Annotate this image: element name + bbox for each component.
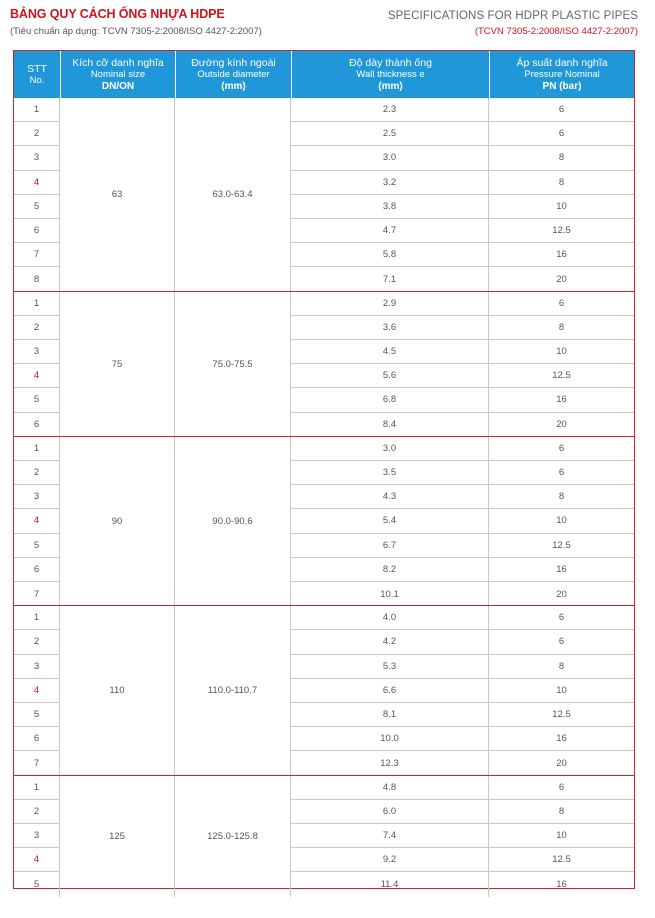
- pressure-cell: 12.5: [489, 534, 634, 558]
- header-od-unit: (mm): [221, 80, 246, 92]
- row-number-cell: 1: [14, 98, 60, 122]
- pressure-cell: 6: [489, 461, 634, 485]
- row-number-cell: 5: [14, 703, 60, 727]
- wall-thickness-cell: 6.0: [291, 800, 489, 824]
- wall-thickness-cell: 4.7: [291, 219, 489, 243]
- pressure-cell: 6: [489, 776, 634, 800]
- wall-thickness-cell: 4.3: [291, 485, 489, 509]
- pressure-cell: 6: [489, 122, 634, 146]
- row-number-cell: 3: [14, 340, 60, 364]
- pressure-cell: 16: [489, 558, 634, 582]
- pressure-cell: 12.5: [489, 703, 634, 727]
- header-dn-unit: DN/ON: [101, 80, 135, 92]
- wall-thickness-cell: 8.2: [291, 558, 489, 582]
- row-number-cell: 5: [14, 534, 60, 558]
- row-number-cell: 1: [14, 606, 60, 630]
- wall-thickness-cell: 11.4: [291, 872, 489, 896]
- pressure-cell: 16: [489, 727, 634, 751]
- page-title-en: SPECIFICATIONS FOR HDPR PLASTIC PIPES: [387, 10, 638, 22]
- pressure-cell: 8: [489, 655, 634, 679]
- row-number-cell: 6: [14, 413, 60, 437]
- wall-thickness-cell: 4.8: [291, 776, 489, 800]
- header-pn-label: Áp suất danh nghĩa: [516, 56, 608, 69]
- wall-thickness-cell: 5.6: [291, 364, 489, 388]
- pressure-cell: 6: [489, 98, 634, 122]
- header-stt-label: STT: [27, 62, 47, 75]
- row-number-cell: 6: [14, 219, 60, 243]
- pressure-cell: 6: [489, 630, 634, 654]
- row-number-cell: 6: [14, 558, 60, 582]
- row-number-cell: 3: [14, 655, 60, 679]
- row-number-cell: 7: [14, 751, 60, 775]
- row-number-cell: 8: [14, 267, 60, 291]
- header-pn-sub: Pressure Nominal: [524, 68, 600, 80]
- wall-thickness-cell: 12.3: [291, 751, 489, 775]
- pressure-cell: 16: [489, 388, 634, 412]
- pressure-cell: 12.5: [489, 219, 634, 243]
- pressure-cell: 16: [556, 878, 567, 890]
- header-nominal-size: [60, 51, 175, 98]
- row-number-cell: 5: [14, 872, 60, 896]
- pressure-cell: 10: [489, 195, 634, 219]
- pressure-cell: 6: [489, 292, 634, 316]
- row-number-cell: 4: [14, 364, 60, 388]
- wall-thickness-cell: 10.1: [291, 582, 489, 606]
- wall-thickness-cell: 4.2: [291, 630, 489, 654]
- row-number-cell: 4: [14, 509, 60, 533]
- header-dn-label: Kích cỡ danh nghĩa: [72, 56, 164, 69]
- row-number-cell: 5: [14, 195, 60, 219]
- header-stt: [14, 51, 60, 98]
- wall-thickness-cell: 6.8: [291, 388, 489, 412]
- wall-thickness-cell: 3.0: [291, 437, 489, 461]
- header-wall-unit: (mm): [378, 80, 403, 92]
- wall-thickness-cell: 3.5: [291, 461, 489, 485]
- row-number-cell: 4: [14, 848, 60, 872]
- row-number-cell: 5: [14, 388, 60, 412]
- wall-thickness-cell: 5.8: [291, 243, 489, 267]
- pressure-cell: 8: [489, 800, 634, 824]
- outside-diameter-cell: 75.0-75.5: [175, 292, 291, 437]
- header-wall-thickness: [291, 51, 489, 98]
- row-number-cell: 2: [14, 316, 60, 340]
- row-number-cell: 2: [14, 461, 60, 485]
- row-number-cell: 3: [14, 485, 60, 509]
- nominal-size-cell: 90: [60, 437, 175, 606]
- pressure-cell: 6: [489, 606, 634, 630]
- row-number-cell: 3: [14, 824, 60, 848]
- row-number-cell: 4: [14, 171, 60, 195]
- pressure-cell: 6: [489, 437, 634, 461]
- wall-thickness-cell: 2.9: [291, 292, 489, 316]
- page-title: BẢNG QUY CÁCH ỐNG NHỰA HDPE: [10, 7, 225, 21]
- wall-thickness-cell: 4.5: [291, 340, 489, 364]
- pressure-cell: 8: [489, 171, 634, 195]
- nominal-size-cell: 63: [60, 98, 175, 292]
- row-number-cell: 3: [14, 146, 60, 170]
- pressure-cell: 10: [489, 824, 634, 848]
- pressure-cell: 10: [489, 340, 634, 364]
- nominal-size-cell: 125: [60, 776, 175, 897]
- row-number-cell: 7: [14, 243, 60, 267]
- spec-table: [13, 50, 635, 889]
- outside-diameter-cell: 125.0-125.8: [175, 776, 291, 897]
- wall-thickness-cell: 3.6: [291, 316, 489, 340]
- pressure-cell: 12.5: [489, 848, 634, 872]
- pressure-cell: 10: [489, 679, 634, 703]
- row-number-cell: 1: [14, 776, 60, 800]
- header-od-sub: Outside diameter: [197, 68, 270, 80]
- row-number-cell: 2: [14, 800, 60, 824]
- wall-thickness-cell: 5.4: [291, 509, 489, 533]
- nominal-size-cell: 110: [60, 606, 175, 775]
- wall-thickness-cell: 7.1: [291, 267, 489, 291]
- pressure-cell: 20: [556, 273, 567, 285]
- pressure-cell: 8: [489, 316, 634, 340]
- wall-thickness-cell: 9.2: [291, 848, 489, 872]
- pressure-cell: 8: [489, 485, 634, 509]
- header-stt-sub: No.: [29, 74, 45, 86]
- row-number-cell: 2: [14, 122, 60, 146]
- wall-thickness-cell: 3.8: [291, 195, 489, 219]
- outside-diameter-cell: 90.0-90.6: [175, 437, 291, 606]
- outside-diameter-cell: 110.0-110.7: [175, 606, 291, 775]
- pressure-cell: 12.5: [489, 364, 634, 388]
- row-number-cell: 2: [14, 630, 60, 654]
- header-wall-label: Độ dày thành ống: [349, 56, 432, 69]
- pressure-cell: 20: [556, 588, 567, 600]
- header-outside-diameter: [175, 51, 291, 98]
- wall-thickness-cell: 7.4: [291, 824, 489, 848]
- row-number-cell: 1: [14, 437, 60, 461]
- standard-note-en: (TCVN 7305-2:2008/ISO 4427-2:2007): [474, 26, 638, 37]
- header-pn-unit: PN (bar): [542, 80, 582, 92]
- wall-thickness-cell: 2.5: [291, 122, 489, 146]
- wall-thickness-cell: 5.3: [291, 655, 489, 679]
- row-number-cell: 7: [14, 582, 60, 606]
- standard-note-vn: (Tiêu chuẩn áp dụng: TCVN 7305-2:2008/ISO 4427-2:2007): [10, 26, 262, 37]
- row-number-cell: 6: [14, 727, 60, 751]
- wall-thickness-cell: 8.4: [291, 413, 489, 437]
- header-pressure: [489, 51, 634, 98]
- wall-thickness-cell: 6.6: [291, 679, 489, 703]
- row-number-cell: 1: [14, 292, 60, 316]
- wall-thickness-cell: 8.1: [291, 703, 489, 727]
- pressure-cell: 20: [556, 419, 567, 431]
- nominal-size-cell: 75: [60, 292, 175, 437]
- pressure-cell: 8: [489, 146, 634, 170]
- pressure-cell: 16: [489, 243, 634, 267]
- wall-thickness-cell: 6.7: [291, 534, 489, 558]
- pressure-cell: 20: [556, 757, 567, 769]
- outside-diameter-cell: 63.0-63.4: [175, 98, 291, 292]
- wall-thickness-cell: 2.3: [291, 98, 489, 122]
- wall-thickness-cell: 4.0: [291, 606, 489, 630]
- wall-thickness-cell: 3.2: [291, 171, 489, 195]
- header-dn-sub: Nominal size: [90, 68, 146, 80]
- wall-thickness-cell: 10.0: [291, 727, 489, 751]
- header-wall-sub: Wall thickness e: [356, 68, 425, 80]
- header-od-label: Đường kính ngoài: [191, 56, 276, 69]
- wall-thickness-cell: 3.0: [291, 146, 489, 170]
- pressure-cell: 10: [489, 509, 634, 533]
- row-number-cell: 4: [14, 679, 60, 703]
